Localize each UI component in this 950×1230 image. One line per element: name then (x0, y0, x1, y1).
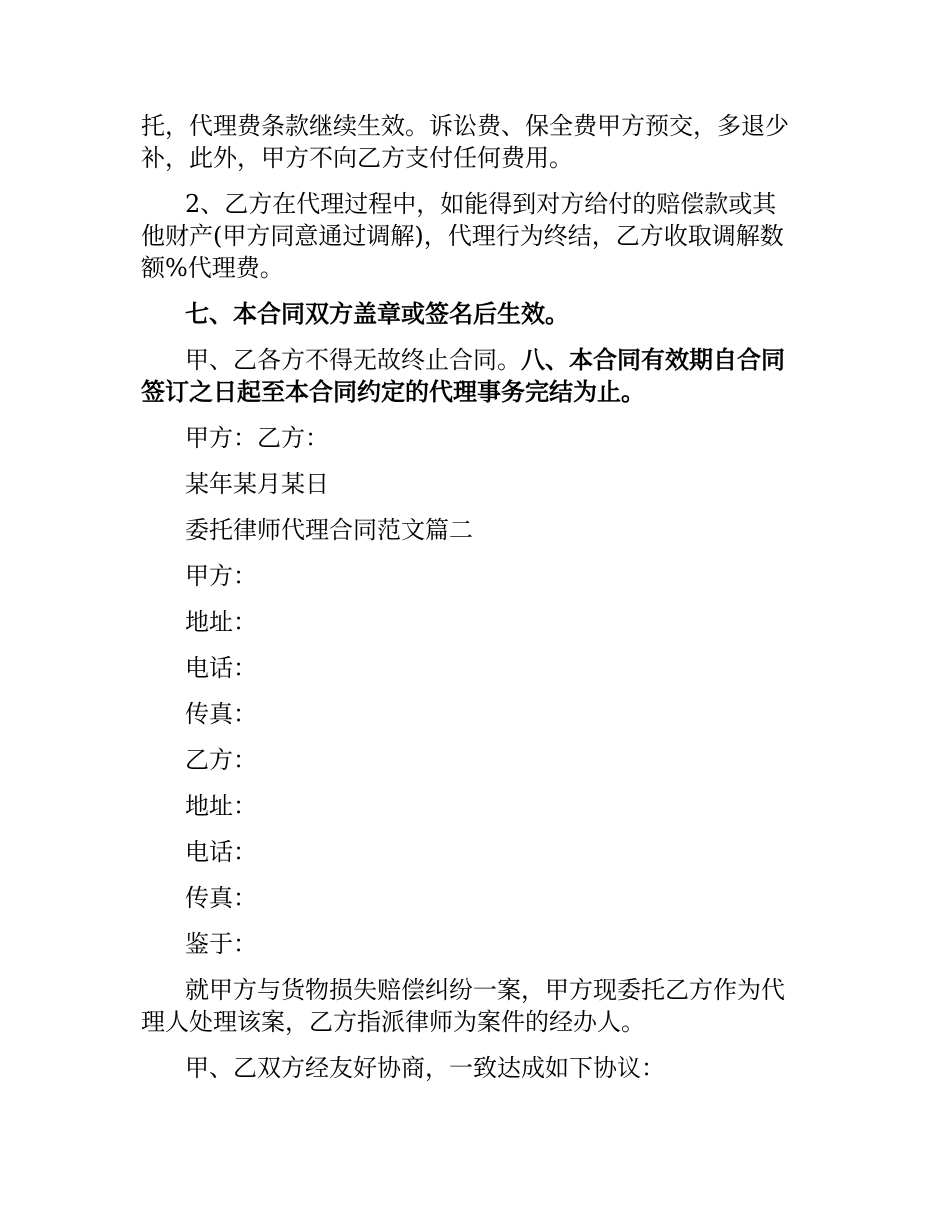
clause-eight-continuation: 签订之日起至本合同约定的代理事务完结为止。 (141, 377, 645, 406)
text-line: 理人处理该案，乙方指派律师为案件的经办人。 (141, 1008, 645, 1036)
text-line: 他财产(甲方同意通过调解)，代理行为终结，乙方收取调解数 (141, 222, 784, 250)
party-a-label: 甲方： (185, 562, 257, 590)
party-b-label: 乙方： (185, 746, 257, 774)
paragraph-agreement-intro: 甲、乙双方经友好协商，一致达成如下协议： (185, 1054, 665, 1082)
date-line: 某年某月某日 (185, 470, 329, 498)
clause-eight-heading: 八、本合同有效期自合同 (521, 345, 785, 374)
text-line: 2、乙方在代理过程中，如能得到对方给付的赔偿款或其 (185, 190, 777, 218)
text-line: 额%代理费。 (141, 254, 284, 282)
party-a-phone-label: 电话： (185, 654, 257, 682)
clause-seven-heading: 七、本合同双方盖章或签名后生效。 (185, 299, 569, 328)
text-line: 就甲方与货物损失赔偿纠纷一案，甲方现委托乙方作为代 (185, 976, 785, 1004)
signature-line: 甲方：乙方： (185, 424, 329, 452)
text-line: 托，代理费条款继续生效。诉讼费、保全费甲方预交，多退少 (141, 112, 789, 140)
party-b-phone-label: 电话： (185, 838, 257, 866)
party-a-address-label: 地址： (185, 608, 257, 636)
text-line: 补，此外，甲方不向乙方支付任何费用。 (141, 144, 573, 172)
paragraph-termination (141, 344, 811, 408)
party-b-address-label: 地址： (185, 792, 257, 820)
party-a-fax-label: 传真： (185, 700, 257, 728)
section-title: 委托律师代理合同范文篇二 (185, 516, 473, 544)
paragraph-case-entrustment (141, 974, 811, 1038)
whereas-label: 鉴于： (185, 930, 257, 958)
paragraph-mediation (141, 188, 811, 284)
paragraph-fee-terms (141, 110, 811, 174)
document-page (141, 110, 811, 1084)
party-b-fax-label: 传真： (185, 884, 257, 912)
termination-text: 甲、乙各方不得无故终止合同。 (185, 346, 521, 374)
text-line (141, 344, 811, 376)
